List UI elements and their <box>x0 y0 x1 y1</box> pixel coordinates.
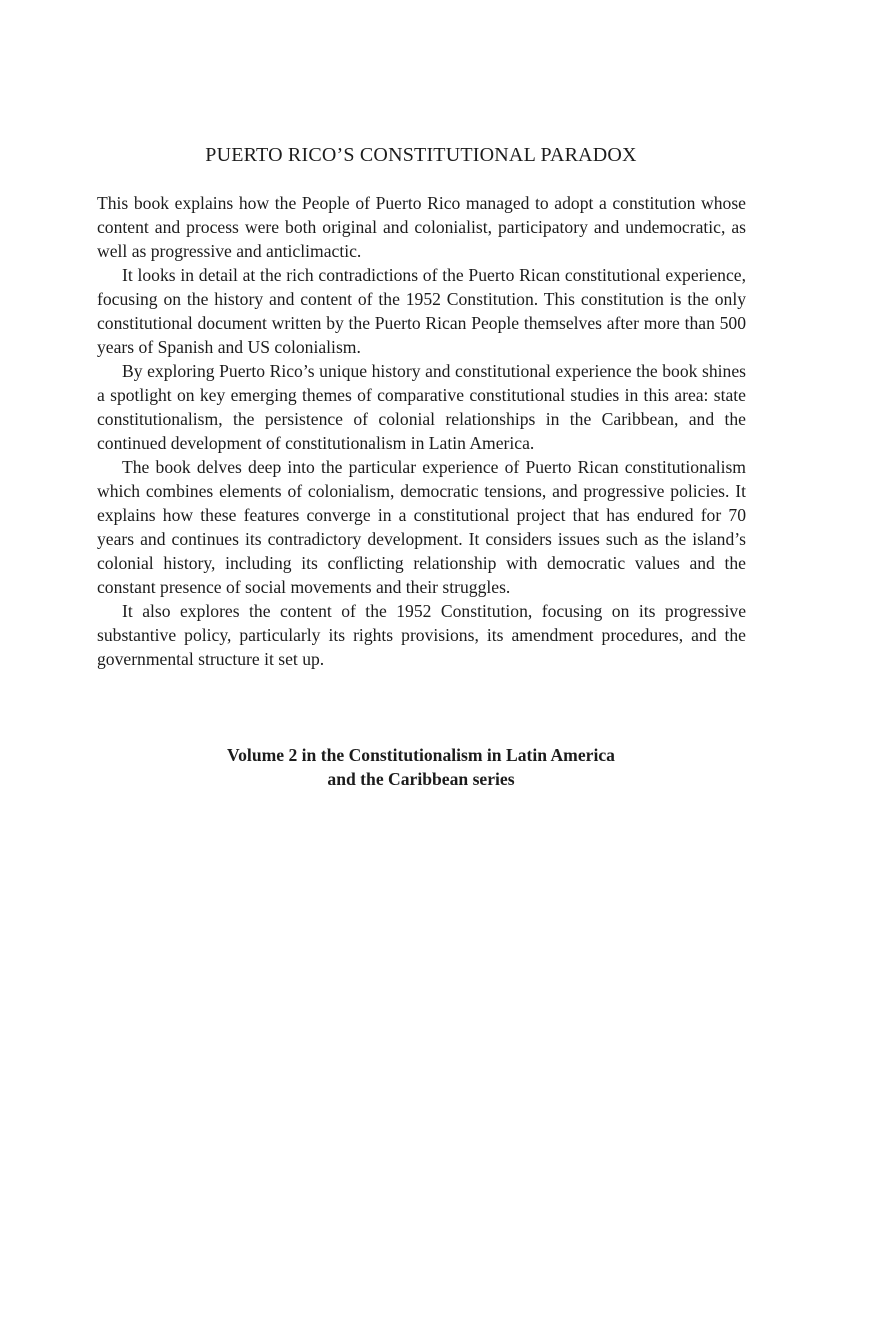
description-paragraph-3: By exploring Puerto Rico’s unique history and constitutional experience the book shines a spotlight on key emerging themes of comparative constitutional studies in this area: state constitutionalism, the persistence of colonial relationships in the Caribbean, and the continued development of constitutionalism in Latin America. <box>97 361 746 453</box>
book-description <box>97 191 746 671</box>
description-paragraph-4: The book delves deep into the particular experience of Puerto Rican constitutionalism which combines elements of colonialism, democratic tensions, and progressive policies. It explains how these features converge in a constitutional project that has endured for 70 years and continues its contradictory development. It considers issues such as the island’s colonial history, including its conflicting relationship with democratic values and the constant presence of social movements and their struggles. <box>97 457 746 597</box>
book-title: PUERTO RICO’S CONSTITUTIONAL PARADOX <box>205 144 637 166</box>
description-paragraph-2: It looks in detail at the rich contradictions of the Puerto Rican constitutional experience, focusing on the history and content of the 1952 Constitution. This constitution is the only constitutional document written by the Puerto Rican People themselves after more than 500 years of Spanish and US colonialism. <box>97 265 746 357</box>
series-line-1: Volume 2 in the Constitutionalism in Latin America <box>227 745 615 765</box>
description-paragraph-1: This book explains how the People of Puerto Rico managed to adopt a constitution whose content and process were both original and colonialist, participatory and undemocratic, as well as progressive and anticlimactic. <box>97 193 746 261</box>
series-line-2: and the Caribbean series <box>327 769 515 789</box>
series-note <box>0 743 842 791</box>
description-paragraph-5: It also explores the content of the 1952 Constitution, focusing on its progressive substantive policy, particularly its rights provisions, its amendment procedures, and the governmental structure it set up. <box>97 601 746 669</box>
